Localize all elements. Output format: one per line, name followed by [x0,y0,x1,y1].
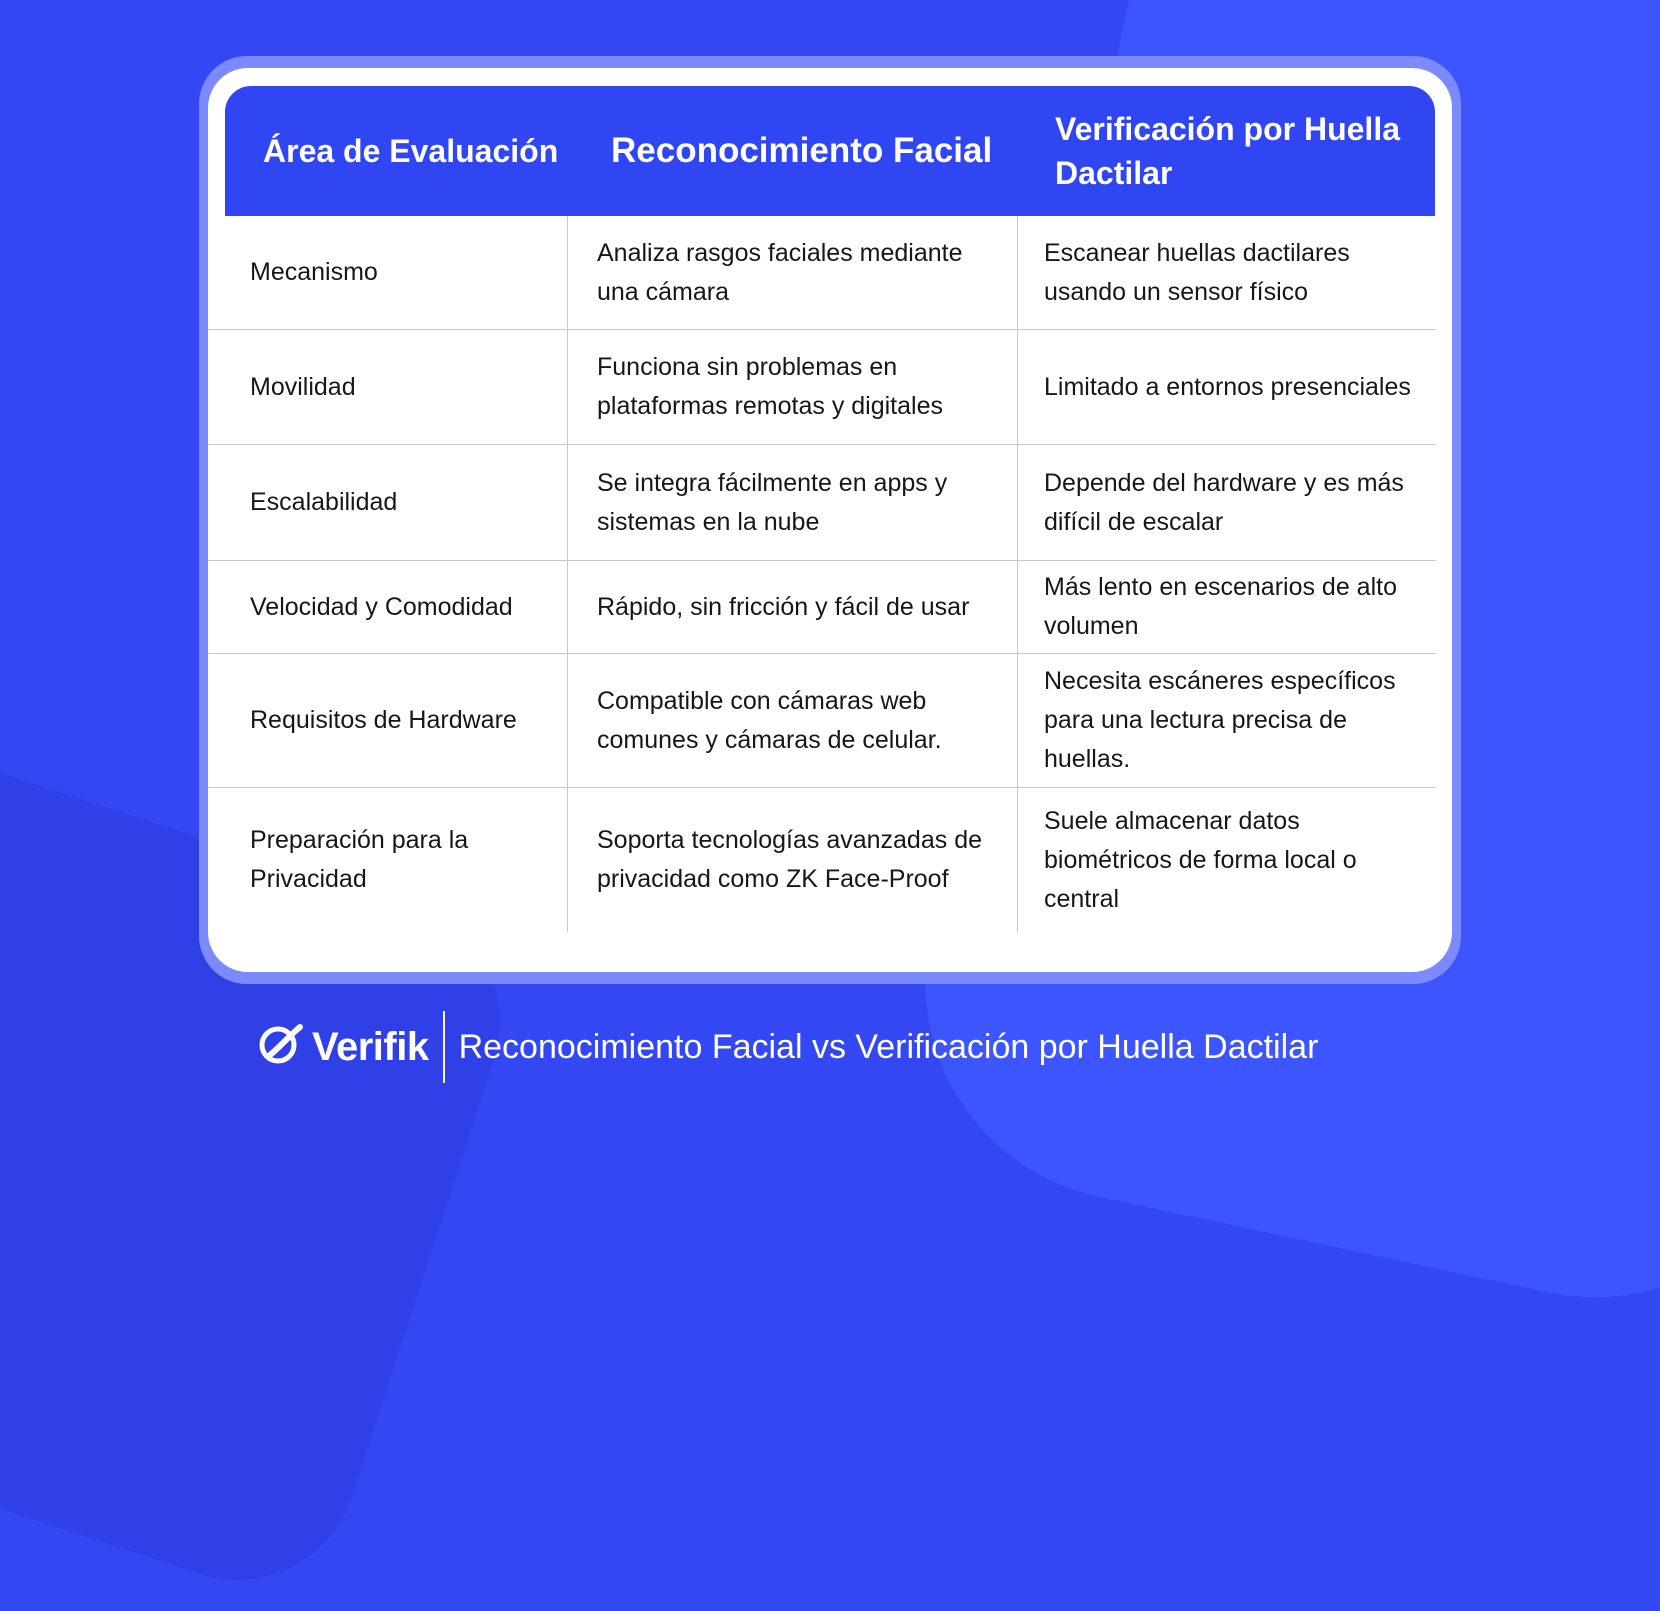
footer [256,1010,1318,1084]
cell-huella: Más lento en escenarios de alto volumen [1044,573,1397,640]
footer-caption: Reconocimiento Facial vs Verificación por Huella Dactilar [458,1027,1319,1066]
cell-area: Movilidad [208,330,568,444]
verifik-logo-icon [256,1023,304,1072]
cell-area: Requisitos de Hardware [208,654,568,787]
table-row [208,788,1436,932]
table-body [208,216,1436,932]
cell-huella: Necesita escáneres específicos para una lectura precisa de huellas. [1044,667,1396,773]
header-huella: Verificación por Huella Dactilar [1055,111,1400,191]
cell-huella: Escanear huellas dactilares usando un sensor físico [1044,238,1350,306]
cell-facial: Rápido, sin fricción y fácil de usar [568,561,1018,653]
verifik-logo [256,1023,429,1072]
header-area: Área de Evaluación [263,133,559,169]
cell-facial: Funciona sin problemas en plataformas remotas y digitales [568,330,1018,444]
table-row [208,216,1436,330]
footer-divider [443,1011,445,1083]
cell-facial: Analiza rasgos faciales mediante una cámara [568,216,1018,329]
cell-huella: Suele almacenar datos biométricos de forma local o central [1044,806,1357,913]
cell-facial: Compatible con cámaras web comunes y cámaras de celular. [568,654,1018,787]
table-row [208,654,1436,788]
cell-huella: Limitado a entornos presenciales [1044,372,1411,401]
comparison-card [208,68,1452,972]
cell-area: Velocidad y Comodidad [208,561,568,653]
cell-facial: Soporta tecnologías avanzadas de privacidad como ZK Face-Proof [568,788,1018,932]
table-header [225,86,1435,216]
brand-name: Verifik [312,1024,429,1069]
table-row [208,561,1436,654]
table-row [208,330,1436,445]
cell-area: Preparación para la Privacidad [208,788,568,932]
cell-area: Mecanismo [208,216,568,329]
cell-area: Escalabilidad [208,445,568,560]
cell-huella: Depende del hardware y es más difícil de escalar [1044,468,1404,536]
header-facial: Reconocimiento Facial [611,131,993,170]
cell-facial: Se integra fácilmente en apps y sistemas en la nube [568,445,1018,560]
table-row [208,445,1436,561]
